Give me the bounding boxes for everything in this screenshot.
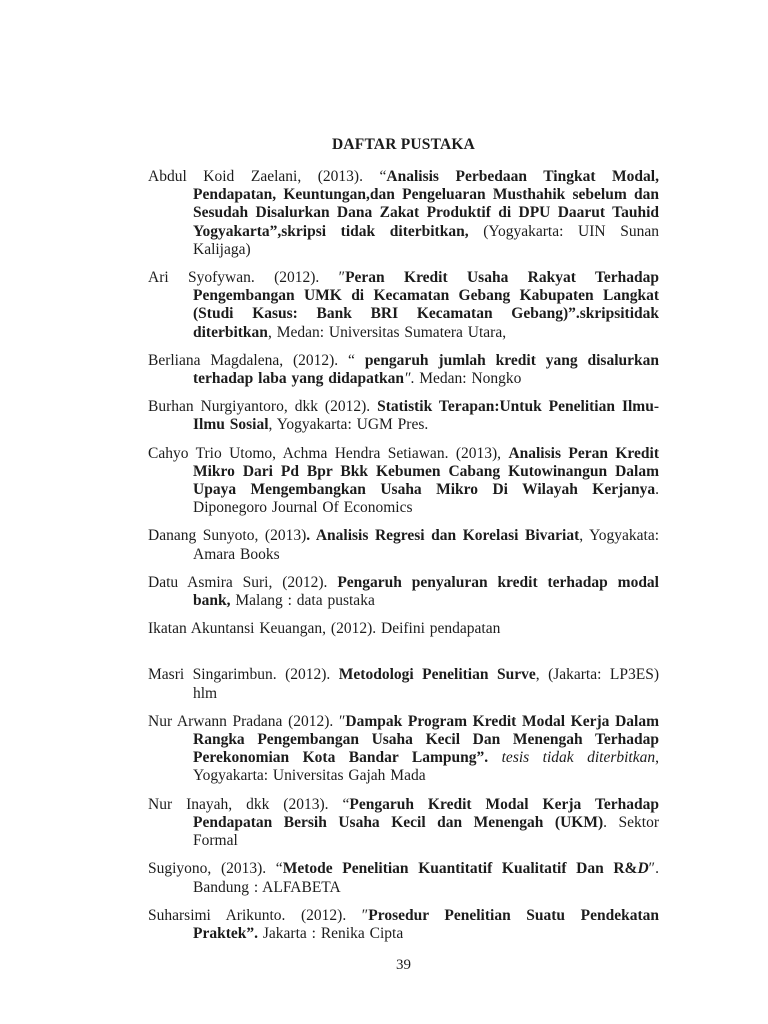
reference-entry: Ari Syofywan. (2012). ″Peran Kredit Usaha Rakyat Terhadap Pengembangan UMK di Kecamatan Gebang Kabupaten Langkat (Studi Kasus: Bank BRI Kecamatan Gebang)”.skripsitidak diterbitkan, Medan: Universitas Sumatera Utara,: [148, 269, 659, 341]
reference-entry: Berliana Magdalena, (2012). “ pengaruh jumlah kredit yang disalurkan terhadap laba yang didapatkan″. Medan: Nongko: [148, 351, 659, 388]
reference-entry: Abdul Koid Zaelani, (2013). “Analisis Perbedaan Tingkat Modal, Pendapatan, Keuntungan,dan Pengeluaran Musthahik sebelum dan Sesudah Disalurkan Dana Zakat Produktif di DPU Daarut Tauhid Yogyakarta”,skripsi tidak diterbitkan, (Yogyakarta: UIN Sunan Kalijaga): [148, 168, 659, 258]
reference-entry: Sugiyono, (2013). “Metode Penelitian Kuantitatif Kualitatif Dan R&D″. Bandung : ALFABETA: [148, 860, 659, 896]
reference-entry: Burhan Nurgiyantoro, dkk (2012). Statistik Terapan:Untuk Penelitian Ilmu-Ilmu Sosial, Yogyakarta: UGM Pres.: [148, 398, 659, 434]
reference-entry: Suharsimi Arikunto. (2012). ″Prosedur Penelitian Suatu Pendekatan Praktek”. Jakarta : Renika Cipta: [148, 906, 659, 942]
reference-entry: Datu Asmira Suri, (2012). Pengaruh penyaluran kredit terhadap modal bank, Malang : data pustaka: [148, 573, 659, 610]
reference-entry: Danang Sunyoto, (2013). Analisis Regresi dan Korelasi Bivariat, Yogyakata: Amara Books: [148, 527, 660, 563]
reference-entry: Ikatan Akuntansi Keuangan, (2012). Deifini pendapatan: [148, 620, 501, 638]
page-number: 39: [396, 957, 411, 973]
reference-entry: Cahyo Trio Utomo, Achma Hendra Setiawan. (2013), Analisis Peran Kredit Mikro Dari Pd Bpr Bkk Kebumen Cabang Kutowinangun Dalam Upaya Mengembangkan Usaha Mikro Di Wilayah Kerjanya. Diponegoro Journal Of Economics: [148, 444, 659, 517]
page-title: DAFTAR PUSTAKA: [331, 136, 476, 153]
bibliography-content: [148, 136, 659, 953]
reference-entry: Nur Inayah, dkk (2013). “Pengaruh Kredit Modal Kerja Terhadap Pendapatan Bersih Usaha Kecil dan Menengah (UKM). Sektor Formal: [148, 795, 660, 850]
reference-entry: Nur Arwann Pradana (2012). ″Dampak Program Kredit Modal Kerja Dalam Rangka Pengembangan Usaha Kecil Dan Menengah Terhadap Perekonomian Kota Bandar Lampung”. tesis tidak diterbitkan, Yogyakarta: Universitas Gajah Mada: [148, 712, 659, 785]
reference-entry: Masri Singarimbun. (2012). Metodologi Penelitian Surve, (Jakarta: LP3ES) hlm: [148, 666, 659, 702]
